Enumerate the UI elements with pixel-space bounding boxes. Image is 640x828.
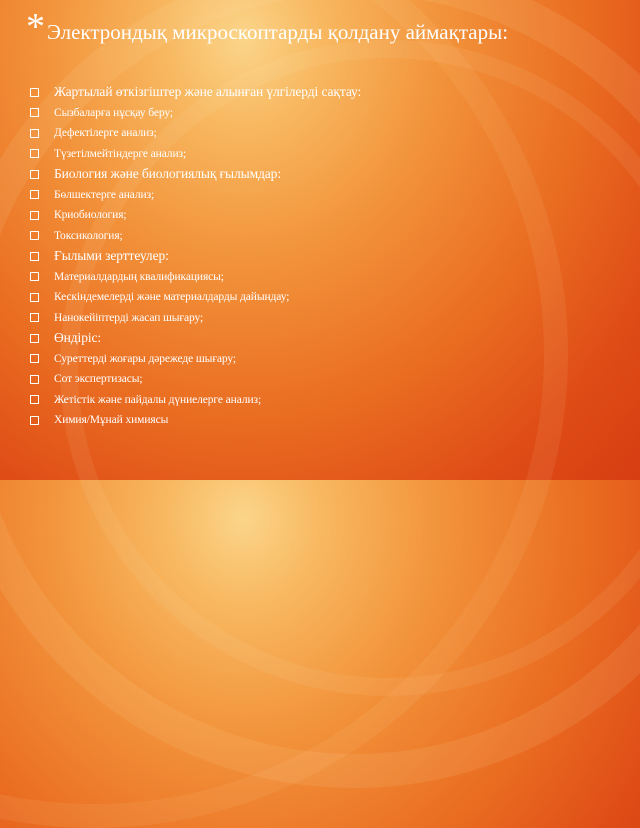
list-item [30,226,620,247]
list-item-text: Материалдардың квалификациясы; [54,270,224,283]
list-item [30,185,620,206]
list-item-text: Нанокейіптерді жасап шығару; [54,311,204,324]
square-bullet-icon [30,231,39,240]
square-bullet-icon [30,293,39,302]
slide-title [26,6,626,50]
square-bullet-icon [30,252,39,261]
list-item [30,144,620,165]
square-bullet-icon [30,272,39,281]
list-item-text: Жартылай өткізгіштер және алынған үлгілерді сақтау: [54,84,362,100]
list-item [30,308,620,329]
bullet-list [30,82,620,431]
list-item [30,328,620,349]
square-bullet-icon [30,395,39,404]
list-item [30,246,620,267]
title-text: Электрондық микроскоптарды қолдану аймақтары: [47,20,509,44]
list-item [30,410,620,431]
list-item [30,205,620,226]
square-bullet-icon [30,129,39,138]
list-item [30,103,620,124]
list-item-text: Жетістік және пайдалы дүниелерге анализ; [54,393,262,406]
square-bullet-icon [30,108,39,117]
square-bullet-icon [30,375,39,384]
list-item-text: Токсикология; [54,229,123,242]
list-item-text: Бөлшектерге анализ; [54,188,155,201]
list-item-text: Сот экспертизасы; [54,373,143,386]
list-item [30,390,620,411]
square-bullet-icon [30,211,39,220]
list-item [30,287,620,308]
list-item-text: Кескіндемелерді және материалдарды дайындау; [54,291,290,304]
square-bullet-icon [30,354,39,363]
title-asterisk: * [26,6,45,48]
square-bullet-icon [30,88,39,97]
list-item [30,164,620,185]
list-item-text: Биология және биологиялық ғылымдар: [54,166,281,182]
square-bullet-icon [30,334,39,343]
list-item [30,123,620,144]
list-item-text: Ғылыми зерттеулер: [54,248,169,264]
list-item-text: Суреттерді жоғары дәрежеде шығару; [54,352,237,365]
list-item [30,349,620,370]
list-item [30,82,620,103]
list-item-text: Криобиология; [54,209,127,222]
square-bullet-icon [30,416,39,425]
list-item-text: Химия/Мұнай химиясы [54,414,169,427]
list-item-text: Түзетілмейтіндерге анализ; [54,147,187,160]
square-bullet-icon [30,170,39,179]
square-bullet-icon [30,313,39,322]
list-item [30,369,620,390]
square-bullet-icon [30,149,39,158]
list-item-text: Сызбаларға нұсқау беру; [54,106,173,119]
list-item-text: Дефектілерге анализ; [54,127,157,140]
list-item-text: Өндіріс: [54,330,102,346]
list-item [30,267,620,288]
square-bullet-icon [30,190,39,199]
